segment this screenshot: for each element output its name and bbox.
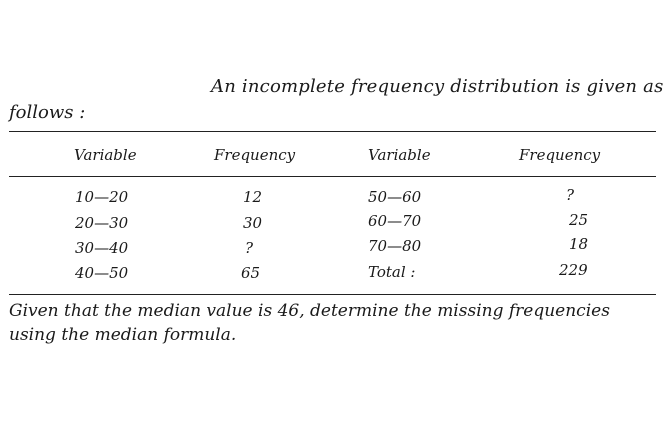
table-bottom-rule bbox=[9, 294, 656, 295]
table-cell: ? bbox=[245, 239, 254, 257]
table-top-rule bbox=[9, 131, 656, 132]
header-variable-1: Variable bbox=[74, 146, 137, 164]
table-cell: 12 bbox=[243, 188, 263, 206]
intro-text: An incomplete frequency distribution is given as bbox=[211, 76, 664, 97]
table-cell: 70—80 bbox=[368, 237, 422, 255]
header-variable-2: Variable bbox=[368, 146, 431, 164]
table-cell: 30—40 bbox=[75, 239, 129, 257]
table-cell: 40—50 bbox=[75, 264, 129, 282]
table-cell: 20—30 bbox=[75, 214, 129, 232]
table-cell: 229 bbox=[559, 261, 588, 279]
question-text: Given that the median value is 46, determine the missing frequencies using the median formula. bbox=[9, 301, 610, 345]
table-cell: 18 bbox=[569, 235, 589, 253]
header-frequency-1: Frequency bbox=[214, 146, 296, 164]
table-cell: ? bbox=[566, 186, 575, 204]
table-cell: 10—20 bbox=[75, 188, 129, 206]
table-cell: Total : bbox=[368, 263, 416, 281]
intro-text-continuation: follows : bbox=[9, 102, 86, 123]
table-cell: 50—60 bbox=[368, 188, 422, 206]
header-frequency-2: Frequency bbox=[519, 146, 601, 164]
table-header-rule bbox=[9, 176, 656, 177]
table-cell: 60—70 bbox=[368, 212, 422, 230]
table-cell: 30 bbox=[243, 214, 263, 232]
table-cell: 65 bbox=[241, 264, 261, 282]
table-cell: 25 bbox=[569, 211, 589, 229]
